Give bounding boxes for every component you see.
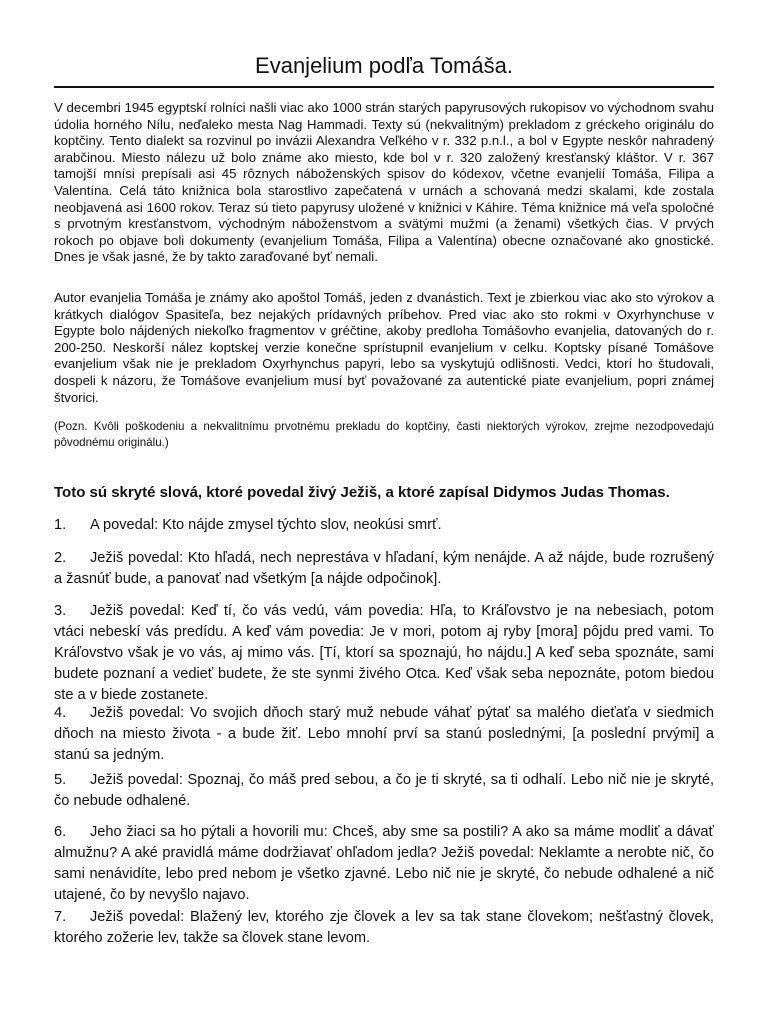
document-title: Evanjelium podľa Tomáša. — [255, 53, 513, 78]
saying-5 — [54, 770, 714, 812]
saying-4 — [54, 703, 714, 766]
saying-number: 2. — [54, 550, 67, 566]
saying-1 — [54, 515, 714, 536]
saying-3 — [54, 601, 714, 706]
saying-text: Jeho žiaci sa ho pýtali a hovorili mu: Chceš, aby sme sa postili? A ako sa máme modliť a dávať almužnu? A aké pravidlá máme dodržiavať ohľadom jedla? Ježiš povedal: Neklamte a nerobte nič, čo sami nenávidíte, lebo pred nebom je všetko zjavné. Lebo nič nie je skryté, čo nebude odhalené a nič utajené, čo by nevyšlo najavo. — [54, 824, 714, 903]
saying-text: Ježiš povedal: Kto hľadá, nech neprestáva v hľadaní, kým nenájde. A až nájde, bude rozrušený a žasnúť bude, a panovať nad všetkým [a nájde odpočinok]. — [54, 550, 714, 587]
saying-7 — [54, 907, 714, 949]
title-divider — [54, 86, 714, 88]
saying-number: 4. — [54, 705, 67, 721]
saying-text: Ježiš povedal: Blažený lev, ktorého zje človek a lev sa tak stane človekom; nešťastný človek, ktorého zožerie lev, takže sa človek stane levom. — [54, 909, 714, 946]
section-heading: Toto sú skryté slová, ktoré povedal živý Ježiš, a ktoré zapísal Didymos Judas Thomas. — [54, 484, 670, 501]
intro-paragraph-2: Autor evanjelia Tomáša je známy ako apoštol Tomáš, jeden z dvanástich. Text je zbierkou viac ako sto výrokov a krátkych dialógov Spasiteľa, bez nejakých prídavných príbehov. Pred viac ako sto rokmi v Oxyrhynchuse v Egypte bolo nájdených niekoľko fragmentov v gréčtine, akoby predloha Tomášovho evanjelia, datovaných do r. 200-250. Neskorší nález koptskej verzie konečne sprístupnil evanjelium v celku. Koptsky písané Tomášove evanjelium však nie je prekladom Oxyrhynchus papyri, lebo sa vyskytujú odlišnosti. Vedci, ktorí ho študovali, dospeli k názoru, že Tomášove evanjelium musí byť považované za autentické piate evanjelium, popri známej štvorici. — [54, 290, 714, 405]
saying-text: A povedal: Kto nájde zmysel týchto slov, neokúsi smrť. — [90, 517, 442, 533]
saying-number: 1. — [54, 517, 67, 533]
saying-number: 5. — [54, 772, 67, 788]
saying-number: 7. — [54, 909, 67, 925]
saying-text: Ježiš povedal: Keď tí, čo vás vedú, vám povedia: Hľa, to Kráľovstvo je na nebesiach, potom vtáci nebeskí vás predídu. A keď vám povedia: Je v mori, potom aj ryby [mora] pôjdu pred vami. To Kráľovstvo však je vo vás, aj mimo vás. [Tí, ktorí sa spoznajú, ho nájdu.] A keď seba spoznáte, sami budete poznaní a vedieť budete, že ste synmi živého Otca. Keď však seba nepoznáte, potom biedou ste a v biede zostanete. — [54, 603, 714, 703]
saying-text: Ježiš povedal: Vo svojich dňoch starý muž nebude váhať pýtať sa malého dieťaťa v siedmich dňoch na miesto života - a bude žiť. Lebo mnohí prví sa stanú poslednými, [a poslední prvými] a stanú sa jedným. — [54, 705, 714, 763]
saying-2 — [54, 548, 714, 590]
intro-paragraph-1: V decembri 1945 egyptskí rolníci našli viac ako 1000 strán starých papyrusových rukopisov vo východnom svahu údolia horného Nílu, neďaleko mesta Nag Hammadi. Texty sú (nekvalitným) prekladom z gréckeho originálu do koptčiny. Tento dialekt sa rozvinul po invázii Alexandra Veľkého v r. 332 p.n.l., a bol v Egypte neskôr nahradený arabčinou. Miesto nálezu už bolo známe ako miesto, kde bol v r. 320 založený kresťanský kláštor. V r. 367 tamojší mnísi prepísali asi 45 rôznych náboženských spisov do kódexov, včetne evanjelií Tomáša, Filipa a Valentína. Celá táto knižnica bola starostlivo zapečatená v urnách a schovaná medzi skalami, kde zostala neobjavená asi 1600 rokov. Teraz sú tieto papyrusy uložené v knižnici v Káhire. Téma knižnice má veľa spoločné s prvotným kresťanstvom, východným náboženstvom a svätými mužmi (a ženami) všetkých čias. V prvých rokoch po objave boli dokumenty (evanjelium Tomáša, Filipa a Valentína) obecne označované ako gnostické. Dnes je však jasné, že by takto zaraďované byť nemali. — [54, 100, 714, 265]
translation-note: (Pozn. Kvôli poškodeniu a nekvalitnímu prvotnému prekladu do koptčiny, časti niektorých výrokov, zrejme nezodpovedajú pôvodnému originálu.) — [54, 420, 714, 449]
saying-number: 3. — [54, 603, 67, 619]
saying-number: 6. — [54, 824, 67, 840]
saying-text: Ježiš povedal: Spoznaj, čo máš pred sebou, a čo je ti skryté, sa ti odhalí. Lebo nič nie je skryté, čo nebude odhalené. — [54, 772, 714, 809]
saying-6 — [54, 822, 714, 906]
